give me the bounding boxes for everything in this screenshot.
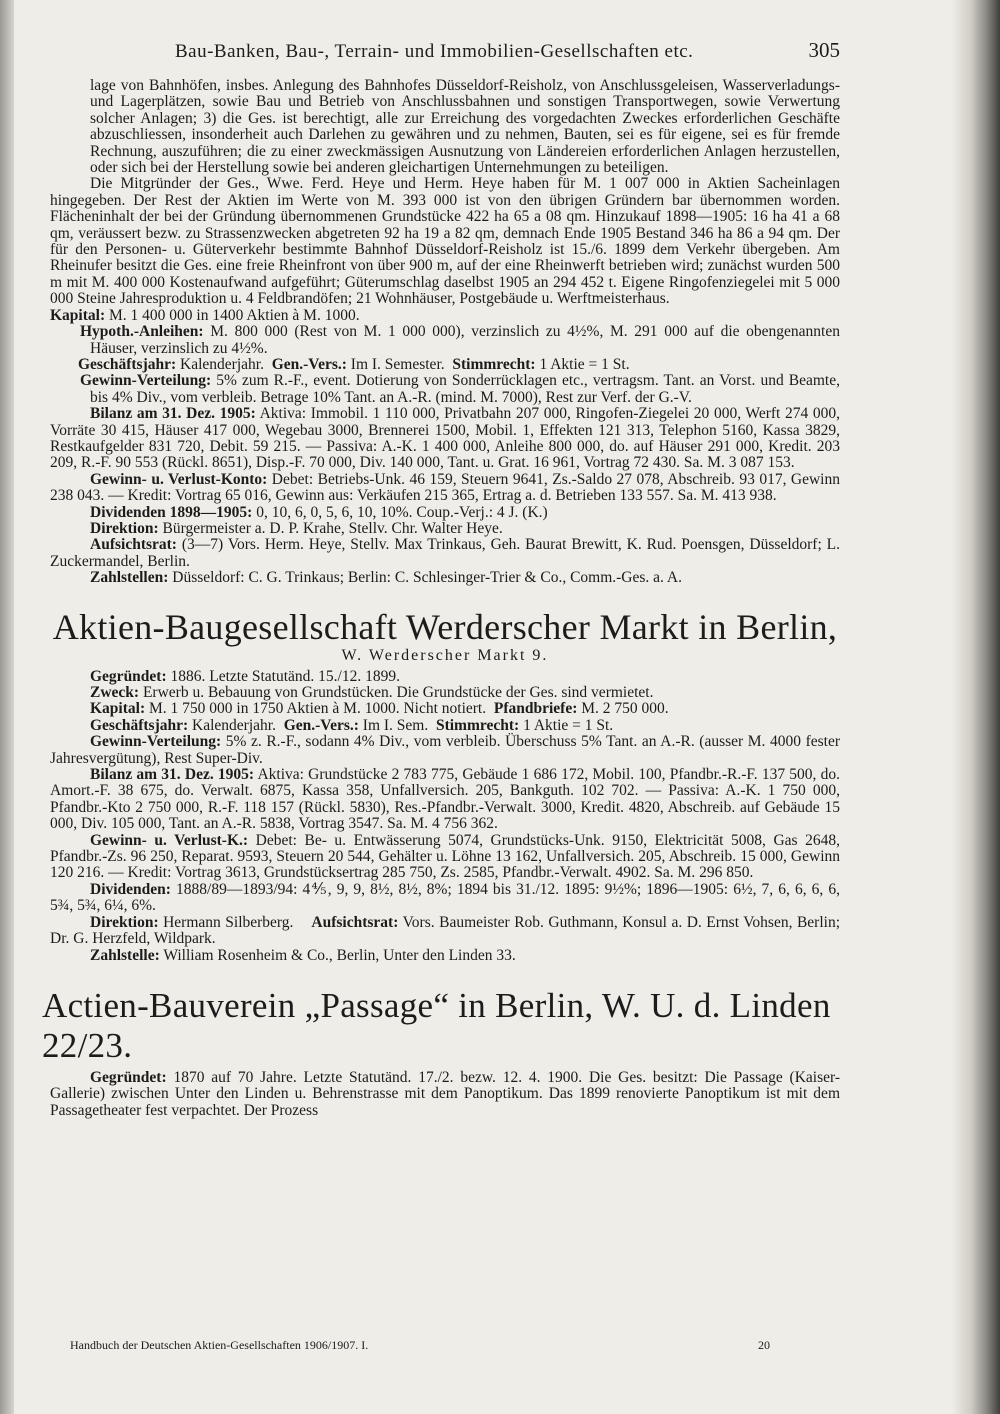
gegr-label: Gegründet: [90, 1068, 167, 1086]
ar-label: Aufsichtsrat: [311, 913, 399, 931]
hypoth-label: Hypoth.-Anleihen: [80, 323, 204, 341]
dir-ar-entry [50, 915, 840, 948]
div-entry [50, 505, 840, 521]
bilanz-label: Bilanz am 31. Dez. 1905: [90, 766, 255, 784]
gj-line [50, 357, 840, 373]
bilanz-label: Bilanz am 31. Dez. 1905: [90, 405, 256, 423]
zweck-value: Erwerb u. Bebauung von Grundstücken. Die Grundstücke der Ges. sind vermietet. [139, 684, 654, 701]
stimm-value: 1 Aktie = 1 St. [535, 355, 630, 373]
zahl-value: William Rosenheim & Co., Berlin, Unter den Linden 33. [159, 946, 516, 964]
bilanz-value: Aktiva: Immobil. 1 110 000, Privatbahn 207 000, Ringofen-Ziegelei 20 000, Werft 274 000, Vorräte 30 415, Häuser 417 000, Wegebau 3000, Brennerei 1500, Mobil. 1, Effekten 121 313, Telephon 5160, Kassa 3829, Restkaufgelder 831 720, Debit. 59 215. — Passiva: A.-K. 1 400 000, Anleihe 800 000, do. auf Häuser 291 000, Kredit. 203 209, R.-F. 90 553 (Rückl. 8651), Disp.-F. 70 000, Div. 140 000, Tant. u. Grat. 16 961, Vortrag 72 430. Sa. M. 3 087 153. [50, 405, 840, 472]
gewinn-value: 5% z. R.-F., sodann 4% Div., vom verbleib. Überschuss 5% Tant. an A.-R. (ausser M. 4000 fester Jahresvergütung), Rest Super-Div. [50, 733, 840, 767]
bilanz-entry [50, 767, 840, 833]
company-entry-passage [42, 985, 840, 1119]
company-title: Aktien-Baugesellschaft Werderscher Markt in Berlin, [52, 606, 838, 647]
page-spine-shadow [0, 0, 14, 1414]
stimm-value: 1 Aktie = 1 St. [519, 716, 614, 734]
zahl-entry [50, 948, 840, 964]
zweck-entry [50, 685, 840, 701]
gegr-value: 1886. Letzte Statutänd. 15./12. 1899. [166, 667, 400, 685]
ar-value: Vors. Baumeister Rob. Guthmann, Konsul a. D. Ernst Vohsen, Berlin; Dr. G. Herzfeld, Wildpark. [50, 913, 840, 948]
kapital-value: M. 1 400 000 in 1400 Aktien à M. 1000. [105, 306, 360, 324]
hypoth-entry [50, 324, 840, 357]
kapital-entry [50, 308, 840, 324]
div-value: 0, 10, 6, 0, 5, 6, 10, 10%. Coup.-Verj.: 4 J. (K.) [252, 503, 548, 521]
guv-entry [50, 833, 840, 882]
kapital-value: M. 1 750 000 in 1750 Aktien à M. 1000. Nicht notiert. [145, 700, 487, 718]
footer-signature-number: 20 [758, 1338, 770, 1352]
gegr-entry [50, 669, 840, 685]
gv-label: Gen.-Vers.: [283, 716, 359, 734]
founders-paragraph: Die Mitgründer der Ges., Wwe. Ferd. Heye und Herm. Heye haben für M. 1 007 000 in Aktien Sacheinlagen hingegeben. Der Rest der Aktien im Werte von M. 393 000 ist von den übrigen Gründern bar übernommen worden. Flächeninhalt der bei der Gründung übernommenen Grundstücke 422 ha 65 a 08 qm. Hinzukauf 1898—1905: 16 ha 41 a 68 qm, veräussert bezw. zu Strassenzwecken abgetreten 92 ha 19 a 82 qm, demnach Ende 1905 Bestand 346 ha 86 a 94 qm. Der für den Personen- u. Güterverkehr bestimmte Bahnhof Düsseldorf-Reisholz ist 15./6. 1899 dem Verkehr übergeben. Am Rheinufer besitzt die Ges. eine freie Rheinfront von über 900 m, auf der eine Rheinwerft betrieben wird; zunächst wurden 500 m mit M. 400 000 Kostenaufwand aufgeführt; Güterumschlag daselbst 1905 an 294 452 t. Eigene Ringofenziegelei mit 5 000 000 Steine Jahresproduktion u. 4 Feldbrandöfen; 21 Wohnhäuser, Postgebäude u. Werftmeisterhaus. [50, 175, 840, 308]
zahl-label: Zahlstellen: [90, 569, 169, 587]
gv-label: Gen.-Vers.: [271, 355, 347, 373]
guv-entry [50, 472, 840, 505]
running-header [50, 38, 840, 74]
kapital-label: Kapital: [50, 306, 106, 324]
guv-value: Debet: Betriebs-Unk. 46 159, Steuern 9641, Zs.-Saldo 27 078, Abschreib. 93 017, Gewinn 238 043. — Kredit: Vortrag 65 016, Gewinn aus: Verkäufen 215 365, Ertrag a. d. Betrieben 133 557. Sa. M. 413 938. [50, 470, 840, 505]
kapital-label: Kapital: [90, 700, 146, 718]
dir-value: Bürgermeister a. D. P. Krahe, Stellv. Chr. Walter Heye. [158, 519, 503, 537]
page-edge-shadow [952, 0, 1000, 1414]
gewinn-label: Gewinn-Verteilung: [80, 372, 212, 390]
div-value: 1888/89—1893/94: 4⅘, 9, 9, 8½, 8½, 8%; 1894 bis 31./12. 1895: 9½%; 1896—1905: 6½, 7, 6, 6, 6, 6, 5¾, 5¾, 6¼, 6%. [50, 880, 840, 915]
gewinn-entry [50, 734, 840, 767]
zahl-label: Zahlstelle: [90, 946, 160, 964]
ar-entry [50, 537, 840, 570]
zahl-entry [50, 570, 840, 586]
running-title: Bau-Banken, Bau-, Terrain- und Immobilien-Gesellschaften etc. [175, 41, 694, 62]
gj-label: Geschäftsjahr: [90, 716, 189, 734]
dir-value: Hermann Silberberg. [158, 913, 294, 931]
pfand-value: M. 2 750 000. [577, 700, 669, 718]
footer-citation: Handbuch der Deutschen Aktien-Gesellschaften 1906/1907. I. [70, 1338, 369, 1352]
page-number: 305 [808, 38, 840, 62]
gegr-label: Gegründet: [90, 667, 167, 685]
hypoth-value: M. 800 000 (Rest von M. 1 000 000), verzinslich zu 4½%, M. 291 000 auf die obengenannten Häuser, verzinslich zu 4½%. [90, 323, 840, 357]
company-address: W. Werderscher Markt 9. [341, 646, 549, 664]
dir-label: Direktion: [90, 519, 159, 537]
ar-label: Aufsichtsrat: [90, 536, 177, 554]
gv-value: Im I. Semester. [346, 355, 445, 373]
zweck-label: Zweck: [90, 684, 140, 701]
gj-value: Kalenderjahr. [176, 355, 264, 373]
page-content [42, 38, 841, 1119]
dir-label: Direktion: [90, 913, 159, 931]
gegr-entry [50, 1070, 840, 1119]
guv-label: Gewinn- u. Verlust-K.: [90, 831, 249, 849]
purpose-continuation: lage von Bahnhöfen, insbes. Anlegung des Bahnhofes Düsseldorf-Reisholz, von Anschlussgeleisen, Wasserverladungs- und Lagerplätzen, sowie Bau und Betrieb von Anschlussbahnen und sonstigen Transportwegen, sowie Verwertung solcher Anlagen; 3) die Ges. ist berechtigt, alle zur Erreichung des vorgedachten Zweckes erforderlichen Geschäfte abzuschliessen, insonderheit auch Darlehen zu gewähren und zu nehmen, Bauten, sei es für eigene, sei es für fremde Rechnung, auszuführen; die zu einer zweckmässigen Ausnutzung von Ländereien erforderlichen Anlagen herzustellen, oder sich bei der Herstellung sowie bei anderen gleichartigen Unternehmungen zu beteiligen. [90, 77, 840, 177]
stimm-label: Stimmrecht: [435, 716, 520, 734]
gj-value: Kalenderjahr. [188, 716, 276, 734]
pfand-label: Pfandbriefe: [493, 700, 578, 718]
gegr-value: 1870 auf 70 Jahre. Letzte Statutänd. 17./2. bezw. 12. 4. 1900. Die Ges. besitzt: Die Passage (Kaiser-Gallerie) zwischen Unter den Linden u. Behrenstrasse mit dem Panoptikum. Das 1899 renovierte Panoptikum ist mit dem Passagetheater fest verpachtet. Der Prozess [50, 1068, 840, 1119]
gewinn-entry [50, 373, 840, 406]
guv-label: Gewinn- u. Verlust-Konto: [90, 470, 268, 488]
stimm-label: Stimmrecht: [452, 355, 536, 373]
company-entry-werderscher-markt [50, 607, 840, 964]
div-entry [50, 882, 840, 915]
gewinn-value: 5% zum R.-F., event. Dotierung von Sonderrücklagen etc., vertragsm. Tant. an Vorst. und Beamte, bis 4% Div., vom verbleib. Betrage 10% Tant. an A.-R. (mind. M. 7000), Rest zur Verf. der G.-V. [90, 372, 840, 406]
gewinn-label: Gewinn-Verteilung: [90, 733, 222, 751]
bilanz-value: Aktiva: Grundstücke 2 783 775, Gebäude 1 686 172, Mobil. 100, Pfandbr.-R.-F. 137 500, do. Amort.-F. 38 675, do. Verwalt. 6875, Kassa 358, Unfallversich. 205, Bankguth. 102 702. — Passiva: A.-K. 1 750 000, Pfandbr.-Kto 2 750 000, R.-F. 118 157 (Rückl. 5830), Res.-Pfandbr.-Verwalt. 3000, Kredit. 4820, Abschreib. auf Gebäude 15 000, Div. 105 000, Tant. an A.-R. 5838, Vortrag 3547. Sa. M. 4 756 362. [50, 766, 841, 833]
gj-line [50, 718, 840, 734]
dir-entry [50, 521, 840, 537]
bilanz-entry [50, 406, 840, 472]
company-entry-duesseldorf [50, 78, 840, 587]
gv-value: Im I. Sem. [358, 716, 429, 734]
div-label: Dividenden 1898—1905: [90, 503, 253, 521]
div-label: Dividenden: [90, 880, 171, 898]
guv-value: Debet: Be- u. Entwässerung 5074, Grundstücks-Unk. 9150, Elektricität 5008, Gas 2648, Pfandbr.-Zs. 96 250, Reparat. 9593, Steuern 20 544, Gehälter u. Löhne 13 162, Unfallversich. 205, Abschreib. 15 000, Gewinn 120 216. — Kredit: Vortrag 3613, Grundstücksertrag 285 750, Zs. 2585, Pfandbr.-Verwalt. 4902. Sa. M. 296 850. [50, 831, 840, 882]
page-footer [70, 1338, 770, 1353]
company-title: Actien-Bauverein „Passage“ in Berlin, W. U. d. Linden 22/23. [42, 985, 831, 1065]
kapital-entry [50, 701, 840, 717]
gj-label: Geschäftsjahr: [78, 355, 177, 373]
ar-value: (3—7) Vors. Herm. Heye, Stellv. Max Trinkaus, Geh. Baurat Brewitt, K. Rud. Poensgen, Düsseldorf; L. Zuckermandel, Berlin. [50, 536, 840, 570]
zahl-value: Düsseldorf: C. G. Trinkaus; Berlin: C. Schlesinger-Trier & Co., Comm.-Ges. a. A. [168, 569, 683, 587]
